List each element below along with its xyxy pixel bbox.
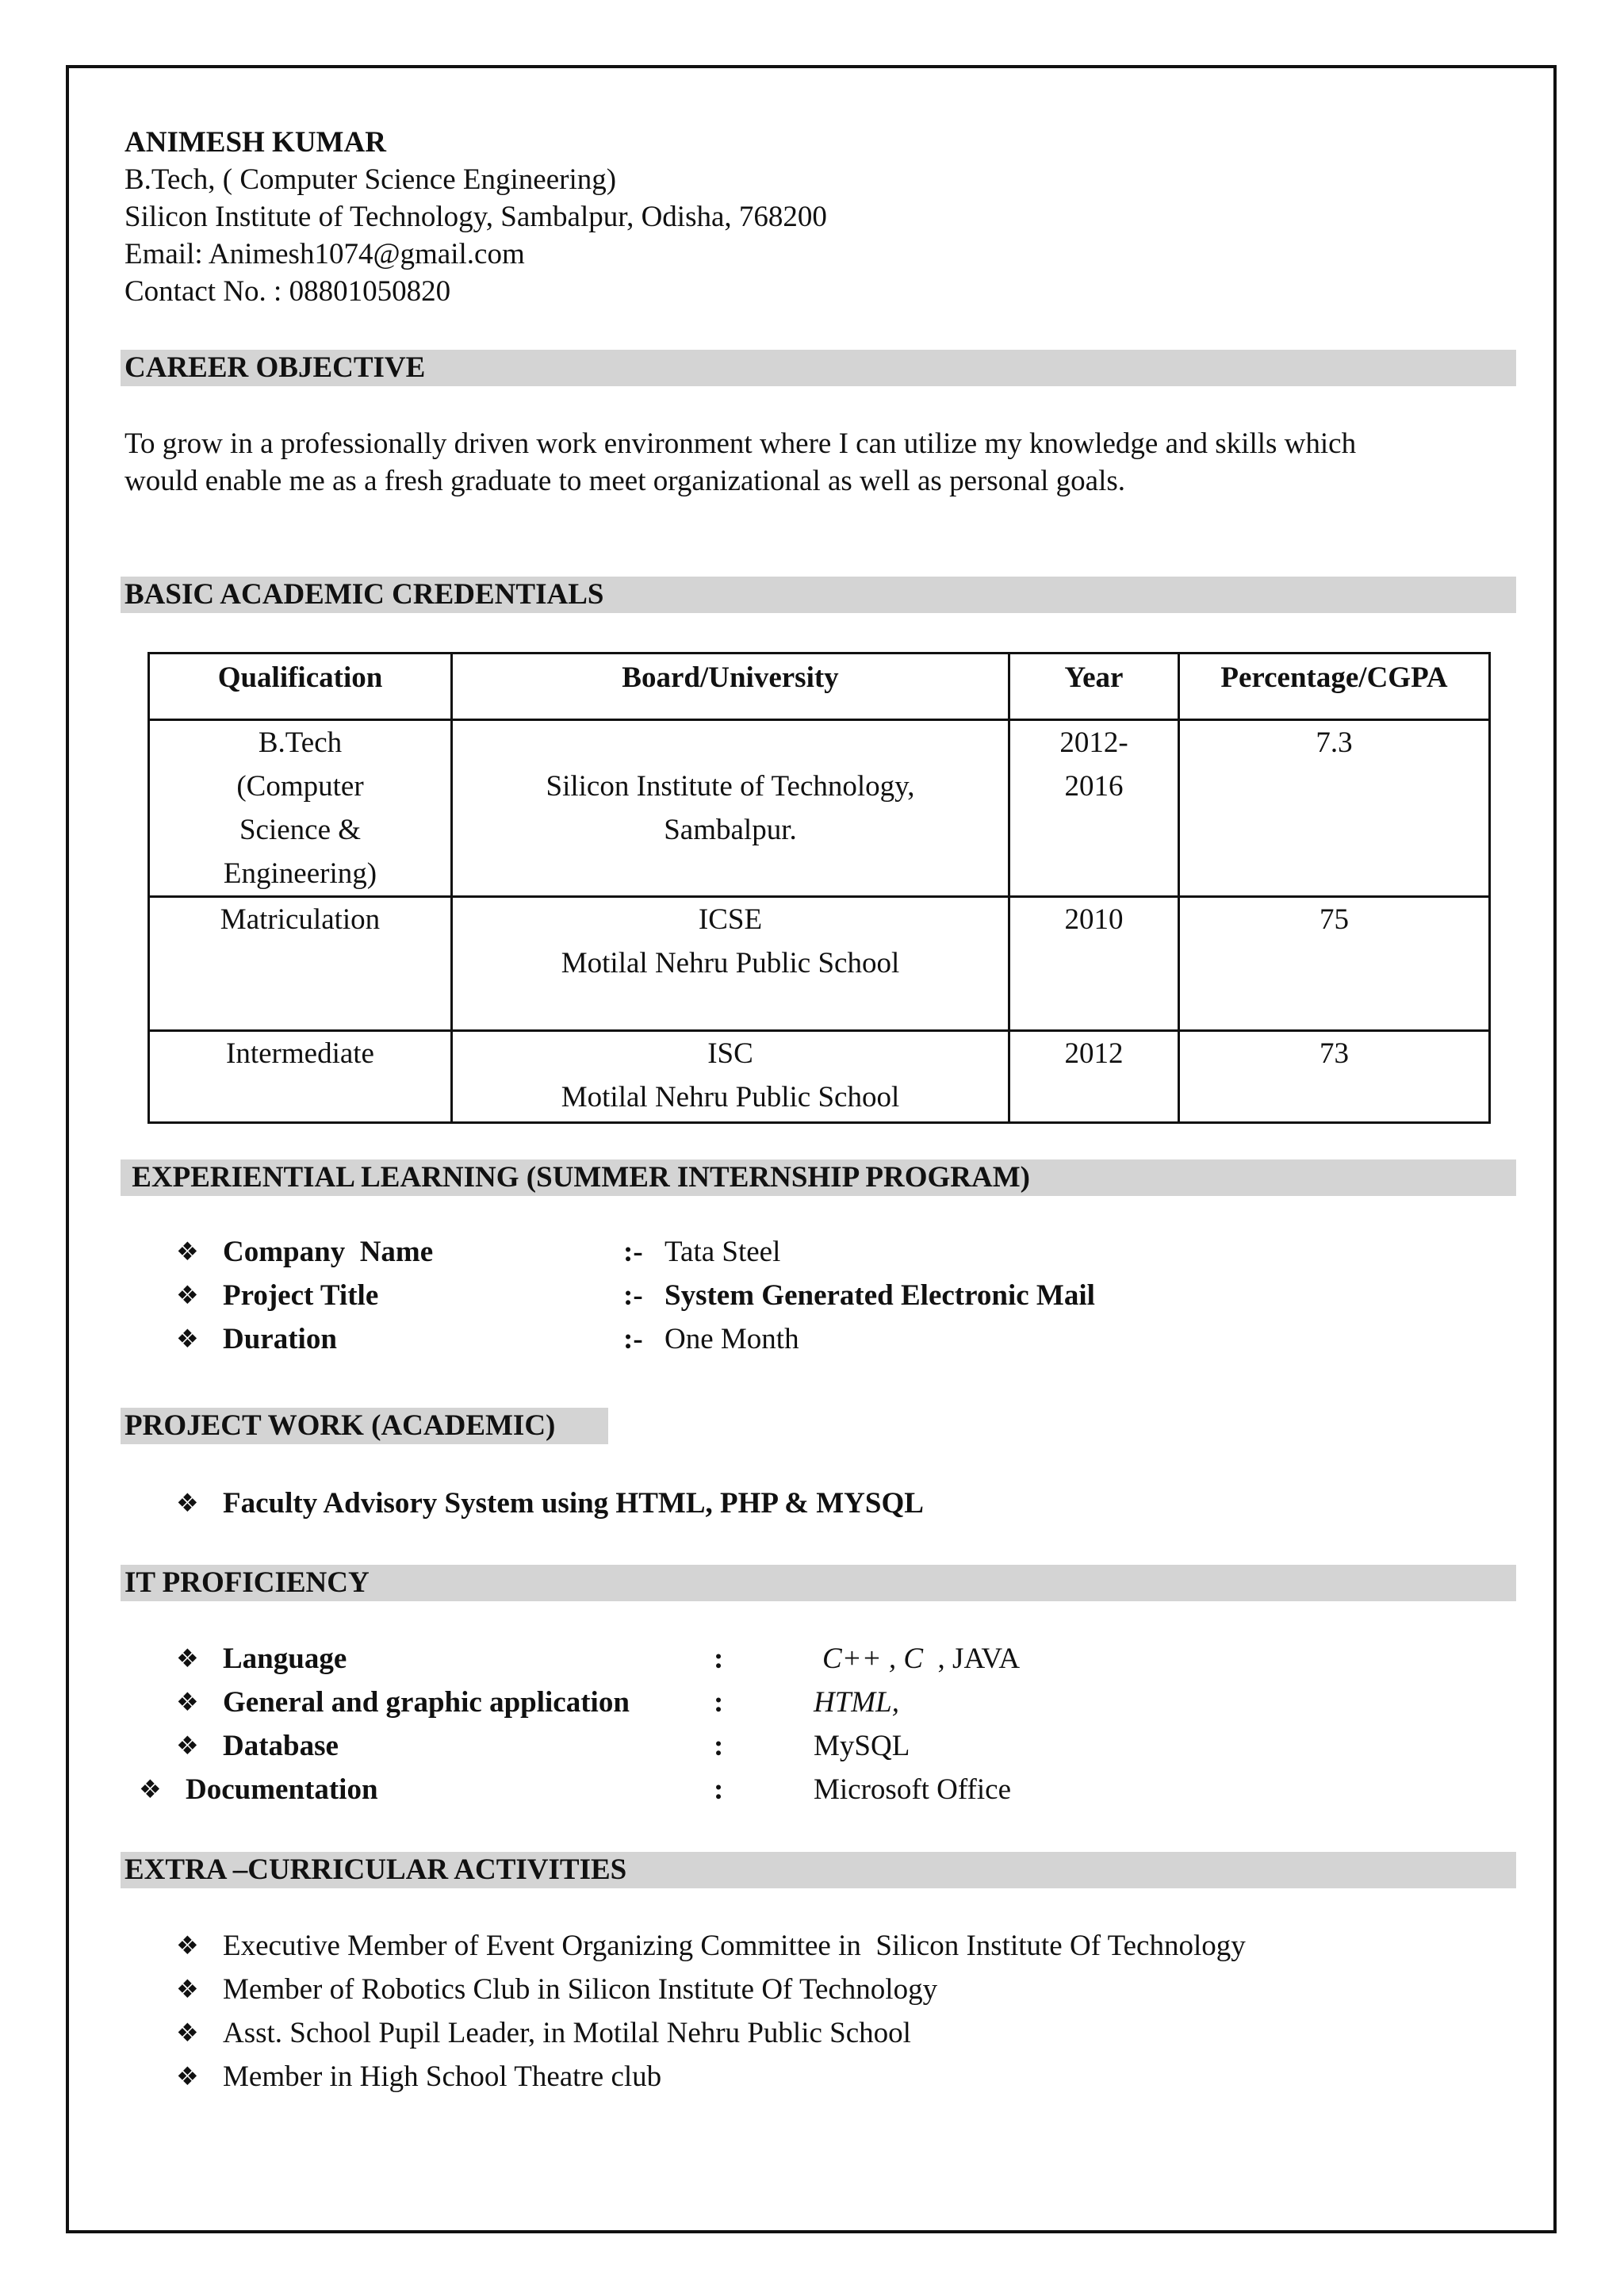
table-header-qualification: Qualification [217, 661, 383, 694]
table-row-1-qualification: (Computer [236, 770, 364, 803]
bullet-icon: ❖ [176, 1237, 199, 1266]
table-header-year: Year [1064, 661, 1124, 694]
table-cell [1008, 719, 1180, 898]
it-separator: : [714, 1730, 724, 1762]
table-row-2-board: ICSE [698, 903, 763, 936]
table-cell [147, 1029, 453, 1124]
it-value: HTML, [814, 1686, 899, 1719]
bullet-icon: ❖ [139, 1775, 162, 1803]
table-row-1-qualification: Science & [239, 814, 362, 846]
table-row-1-qualification: Engineering) [223, 857, 377, 890]
internship-separator: :- [623, 1323, 643, 1355]
academic-heading: BASIC ACADEMIC CREDENTIALS [121, 577, 1516, 613]
contact-line: Contact No. : 08801050820 [124, 275, 451, 308]
it-separator: : [714, 1773, 724, 1806]
bullet-icon: ❖ [176, 1489, 199, 1517]
bullet-icon: ❖ [176, 1688, 199, 1716]
internship-value: One Month [665, 1323, 799, 1355]
institute-line: Silicon Institute of Technology, Sambalpur, Odisha, 768200 [124, 201, 827, 233]
table-cell [1008, 1029, 1180, 1124]
extra-item: Asst. School Pupil Leader, in Motilal Nehru Public School [223, 2017, 911, 2049]
career-objective-line-1: To grow in a professionally driven work environment where I can utilize my knowledge and skills which [124, 427, 1357, 460]
extra-item: Member in High School Theatre club [223, 2060, 662, 2093]
table-row-3-score: 73 [1320, 1037, 1349, 1070]
degree-line: B.Tech, ( Computer Science Engineering) [124, 163, 617, 196]
project-item: Faculty Advisory System using HTML, PHP & MYSQL [223, 1487, 924, 1520]
internship-value: System Generated Electronic Mail [665, 1279, 1095, 1312]
table-row-1-board: Sambalpur. [664, 814, 797, 846]
internship-label: Company Name [223, 1236, 434, 1268]
extra-heading: EXTRA –CURRICULAR ACTIVITIES [121, 1852, 1516, 1888]
it-value: Microsoft Office [814, 1773, 1011, 1806]
table-row-2-qualification: Matriculation [220, 903, 381, 936]
bullet-icon: ❖ [176, 1324, 199, 1353]
it-label: Documentation [186, 1773, 378, 1806]
table-cell [147, 719, 453, 898]
table-row-1-year: 2012- [1059, 726, 1128, 759]
table-cell [1008, 895, 1180, 1032]
table-row-1-qualification: B.Tech [258, 726, 343, 759]
internship-separator: :- [623, 1236, 643, 1268]
internship-label: Duration [223, 1323, 337, 1355]
bullet-icon: ❖ [176, 1644, 199, 1673]
table-header-cell [450, 652, 1010, 721]
it-label: Language [223, 1642, 347, 1675]
internship-label: Project Title [223, 1279, 379, 1312]
bullet-icon: ❖ [176, 1731, 199, 1760]
it-separator: : [714, 1642, 724, 1675]
table-cell [450, 1029, 1010, 1124]
table-row-2-board: Motilal Nehru Public School [561, 947, 900, 979]
email-line: Email: Animesh1074@gmail.com [124, 238, 525, 270]
project-heading: PROJECT WORK (ACADEMIC) [121, 1408, 608, 1444]
internship-heading: EXPERIENTIAL LEARNING (SUMMER INTERNSHIP PROGRAM) [121, 1159, 1516, 1196]
bullet-icon: ❖ [176, 1931, 199, 1960]
it-value [822, 1640, 1020, 1677]
it-value-plain: , JAVA [923, 1642, 1021, 1675]
table-row-1-year: 2016 [1064, 770, 1124, 803]
table-row-3-board: Motilal Nehru Public School [561, 1081, 900, 1114]
candidate-name: ANIMESH KUMAR [124, 126, 386, 159]
table-row-3-year: 2012 [1064, 1037, 1124, 1070]
table-header-score: Percentage/CGPA [1220, 661, 1448, 694]
internship-separator: :- [623, 1279, 643, 1312]
page-border [66, 65, 1557, 2233]
it-heading: IT PROFICIENCY [121, 1565, 1516, 1601]
it-value-italic: C++ , C [822, 1642, 924, 1675]
table-header-cell [1178, 652, 1491, 721]
extra-item: Executive Member of Event Organizing Committee in Silicon Institute Of Technology [223, 1930, 1246, 1962]
it-separator: : [714, 1686, 724, 1719]
it-label: General and graphic application [223, 1686, 630, 1719]
extra-item: Member of Robotics Club in Silicon Institute Of Technology [223, 1973, 938, 2006]
table-header-board: Board/University [622, 661, 839, 694]
career-objective-heading: CAREER OBJECTIVE [121, 350, 1516, 386]
table-cell [1178, 719, 1491, 898]
table-row-3-board: ISC [707, 1037, 753, 1070]
table-row-1-score: 7.3 [1316, 726, 1353, 759]
internship-value: Tata Steel [665, 1236, 781, 1268]
table-cell [1178, 1029, 1491, 1124]
table-cell [1178, 895, 1491, 1032]
table-header-cell [147, 652, 453, 721]
bullet-icon: ❖ [176, 1975, 199, 2003]
it-label: Database [223, 1730, 339, 1762]
table-cell [450, 719, 1010, 898]
bullet-icon: ❖ [176, 1281, 199, 1309]
table-row-2-year: 2010 [1064, 903, 1124, 936]
table-row-2-score: 75 [1320, 903, 1349, 936]
career-objective-line-2: would enable me as a fresh graduate to meet organizational as well as personal goals. [124, 465, 1126, 497]
it-value: MySQL [814, 1730, 910, 1762]
bullet-icon: ❖ [176, 2018, 199, 2047]
table-cell [147, 895, 453, 1032]
table-row-1-board: Silicon Institute of Technology, [546, 770, 915, 803]
table-header-cell [1008, 652, 1180, 721]
table-cell [450, 895, 1010, 1032]
bullet-icon: ❖ [176, 2062, 199, 2091]
table-row-3-qualification: Intermediate [226, 1037, 374, 1070]
